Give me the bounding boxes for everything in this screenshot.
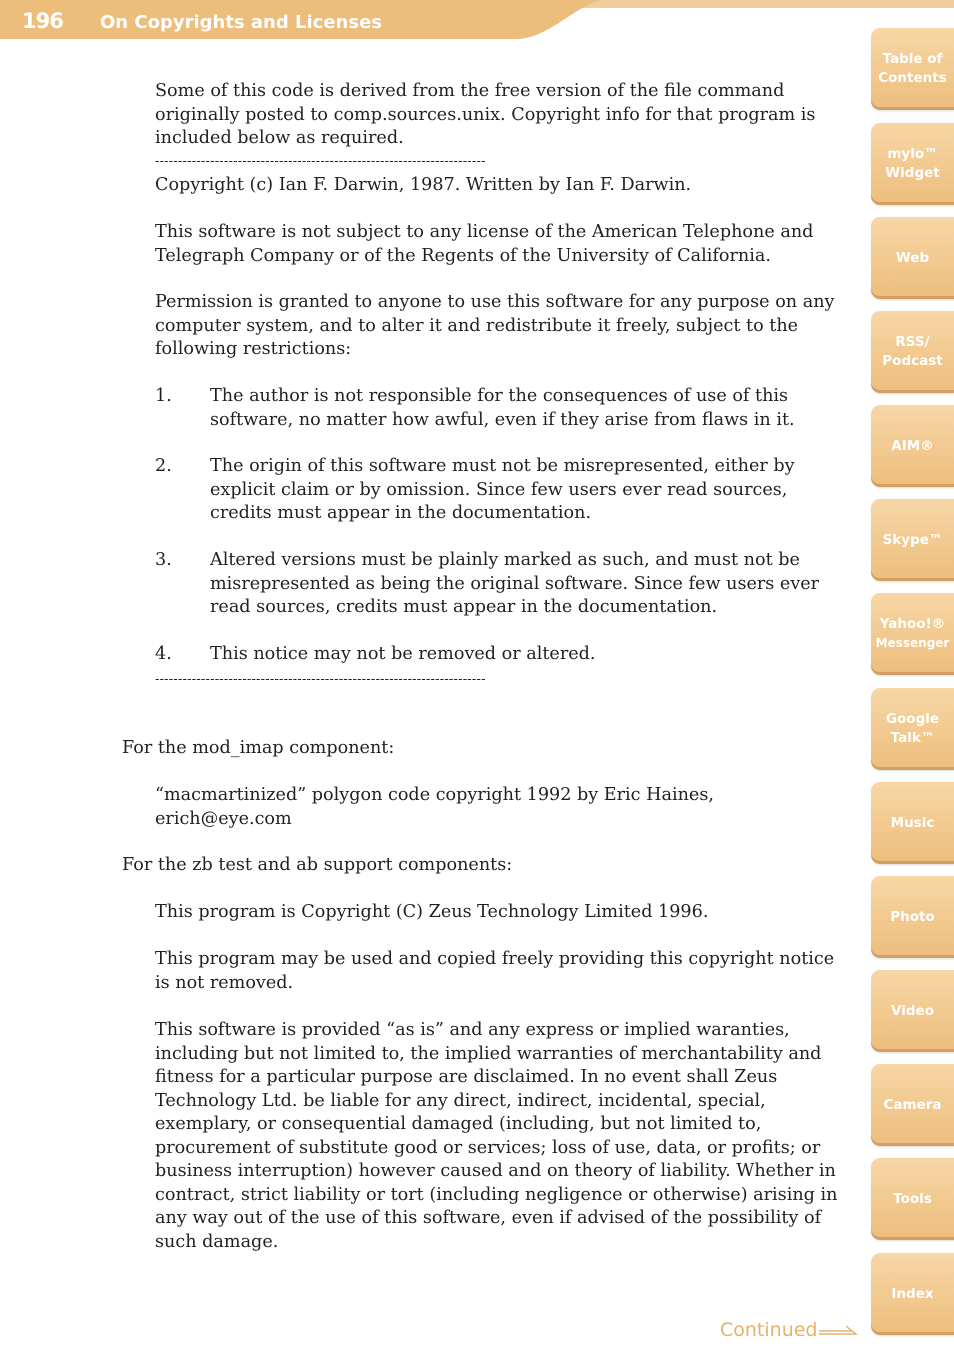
tab-label: Podcast bbox=[882, 353, 943, 369]
tab-label: mylo™ bbox=[887, 146, 938, 162]
page-header bbox=[0, 0, 954, 40]
separator-line: ------------------------------------------------------------------------ bbox=[155, 673, 486, 687]
section-title: On Copyrights and Licenses bbox=[100, 12, 382, 33]
tab-mylo-widget[interactable] bbox=[871, 123, 954, 205]
tab-video[interactable] bbox=[871, 970, 954, 1052]
tab-yahoo-messenger[interactable] bbox=[871, 593, 954, 675]
tab-label: Google bbox=[885, 711, 940, 727]
tab-label: Web bbox=[895, 249, 930, 266]
restriction-number: 2. bbox=[155, 456, 172, 476]
tab-label: AIM® bbox=[891, 437, 934, 454]
tab-label: Tools bbox=[893, 1190, 932, 1207]
tab-label: Contents bbox=[878, 70, 947, 86]
tab-label: RSS/ bbox=[895, 334, 930, 350]
tab-label: Music bbox=[890, 814, 935, 831]
tab-google-talk[interactable] bbox=[871, 688, 954, 770]
tab-label: Video bbox=[891, 1002, 934, 1019]
zb-heading: For the zb test and ab support components: bbox=[122, 855, 513, 875]
tab-label: Index bbox=[891, 1285, 934, 1302]
tab-label: Table of bbox=[882, 51, 943, 67]
tab-rss-podcast[interactable] bbox=[871, 311, 954, 393]
page-number: 196 bbox=[22, 9, 63, 33]
tab-label: Widget bbox=[885, 165, 940, 181]
tab-label: Photo bbox=[890, 908, 935, 925]
tab-skype[interactable] bbox=[871, 499, 954, 581]
zeus-disclaimer: This software is provided “as is” and any express or implied waranties, including but not limited to, the implied warranties of merchantability and fitness for a particular purpose are disclaimed. In no event shall Zeus Technology Ltd. be liable for any direct, indirect, incidental, special, exemplary, or consequential damaged (including, but not limited to, procurement of substitute good or services; loss of use, data, or profits; or business interruption) however caused and on theory of liability. Whether in contract, strict liability or tort (including negligence or otherwise) arising in any way out of the use of this software, even if advised of the possibility of such damage. bbox=[155, 1020, 838, 1252]
restriction-number: 1. bbox=[155, 386, 172, 406]
tab-camera[interactable] bbox=[871, 1064, 954, 1146]
license-exemption-paragraph: This software is not subject to any license of the American Telephone and Telegraph Company or of the Regents of the University of California. bbox=[155, 222, 814, 266]
zeus-usage: This program may be used and copied freely providing this copyright notice is not removed. bbox=[155, 949, 835, 993]
tab-aim[interactable] bbox=[871, 405, 954, 487]
tab-label: Skype™ bbox=[882, 531, 943, 548]
separator-line: ------------------------------------------------------------------------ bbox=[155, 155, 486, 169]
tab-web[interactable] bbox=[871, 217, 954, 299]
tab-tools[interactable] bbox=[871, 1158, 954, 1240]
tab-table-of-contents[interactable] bbox=[871, 28, 954, 110]
continued-arrow-icon bbox=[818, 1324, 860, 1338]
mod-imap-text: “macmartinized” polygon code copyright 1992 by Eric Haines, erich@eye.com bbox=[155, 785, 714, 829]
tab-label: Messenger bbox=[875, 636, 950, 650]
restriction-text: Altered versions must be plainly marked as such, and must not be misrepresented as being the original software. Since few users ever read sources, credits must appear in the documentation. bbox=[210, 550, 820, 617]
restriction-number: 4. bbox=[155, 644, 172, 664]
continued-label: Continued bbox=[720, 1319, 818, 1341]
restriction-text: The author is not responsible for the consequences of use of this software, no matter how awful, even if they arise from flaws in it. bbox=[210, 386, 795, 430]
darwin-copyright: Copyright (c) Ian F. Darwin, 1987. Written by Ian F. Darwin. bbox=[155, 175, 692, 195]
tab-label: Yahoo!® bbox=[879, 616, 946, 632]
tab-label: Camera bbox=[883, 1096, 942, 1113]
tab-label: Talk™ bbox=[890, 730, 935, 746]
tab-index[interactable] bbox=[871, 1253, 954, 1335]
tab-music[interactable] bbox=[871, 782, 954, 864]
permission-paragraph: Permission is granted to anyone to use this software for any purpose on any computer system, and to alter it and redistribute it freely, subject to the following restrictions: bbox=[155, 292, 835, 359]
zeus-copyright: This program is Copyright (C) Zeus Technology Limited 1996. bbox=[155, 902, 709, 922]
restriction-number: 3. bbox=[155, 550, 172, 570]
intro-paragraph: Some of this code is derived from the free version of the file command originally posted to comp.sources.unix. Copyright info for that program is included below as required. bbox=[155, 81, 816, 148]
mod-imap-heading: For the mod_imap component: bbox=[122, 738, 395, 758]
restriction-text: This notice may not be removed or altered. bbox=[210, 644, 596, 664]
restriction-text: The origin of this software must not be misrepresented, either by explicit claim or by omission. Since few users ever read sources, credits must appear in the documentation. bbox=[210, 456, 795, 523]
tab-photo[interactable] bbox=[871, 876, 954, 958]
